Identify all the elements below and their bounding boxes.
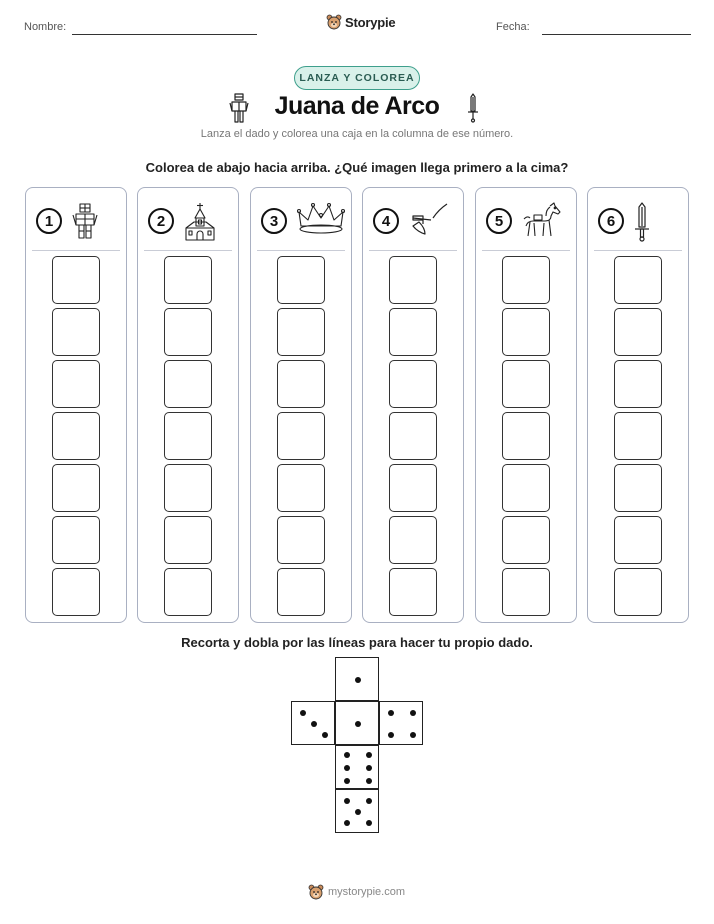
color-box[interactable] <box>502 568 550 616</box>
brand-logo <box>326 14 395 30</box>
bear-logo-icon <box>326 14 342 30</box>
column-header <box>588 202 688 242</box>
color-box[interactable] <box>277 412 325 460</box>
column-divider <box>369 250 457 251</box>
color-box[interactable] <box>52 308 100 356</box>
name-label: Nombre: <box>24 21 67 33</box>
color-box[interactable] <box>502 516 550 564</box>
die-pip <box>300 710 306 716</box>
column-divider <box>144 250 232 251</box>
column-6 <box>587 187 689 623</box>
color-box[interactable] <box>52 464 100 512</box>
color-box[interactable] <box>164 256 212 304</box>
knight-icon <box>72 202 98 245</box>
date-line[interactable] <box>542 34 691 35</box>
die-pip <box>322 732 328 738</box>
color-box[interactable] <box>614 360 662 408</box>
die-pip <box>344 778 350 784</box>
column-header <box>476 202 576 242</box>
column-number: 2 <box>148 208 174 234</box>
column-number: 6 <box>598 208 624 234</box>
color-box[interactable] <box>164 568 212 616</box>
color-box[interactable] <box>164 360 212 408</box>
horse-icon <box>522 202 562 243</box>
column-divider <box>482 250 570 251</box>
color-box[interactable] <box>277 360 325 408</box>
column-header <box>251 202 351 242</box>
color-box[interactable] <box>164 308 212 356</box>
color-box[interactable] <box>502 360 550 408</box>
color-box[interactable] <box>502 308 550 356</box>
column-1 <box>25 187 127 623</box>
color-box[interactable] <box>389 308 437 356</box>
die-face-lower <box>335 745 379 789</box>
page-title: Juana de Arco <box>274 92 440 120</box>
die-pip <box>366 752 372 758</box>
crown-icon <box>297 202 345 241</box>
footer <box>308 884 405 900</box>
color-box[interactable] <box>389 516 437 564</box>
die-pip <box>410 710 416 716</box>
color-box[interactable] <box>389 568 437 616</box>
column-header <box>26 202 126 242</box>
plow-icon <box>409 202 449 245</box>
color-box[interactable] <box>502 412 550 460</box>
die-pip <box>366 820 372 826</box>
color-box[interactable] <box>614 256 662 304</box>
die-face-top <box>335 657 379 701</box>
sword-icon <box>634 202 650 247</box>
color-box[interactable] <box>614 568 662 616</box>
color-box[interactable] <box>164 464 212 512</box>
color-box[interactable] <box>277 464 325 512</box>
color-box[interactable] <box>52 256 100 304</box>
die-pip <box>366 798 372 804</box>
column-number: 5 <box>486 208 512 234</box>
die-pip <box>388 732 394 738</box>
column-5 <box>475 187 577 623</box>
die-pip <box>355 721 361 727</box>
die-face-bottom <box>335 789 379 833</box>
column-divider <box>32 250 120 251</box>
column-header <box>363 202 463 242</box>
die-face-left <box>291 701 335 745</box>
bear-logo-icon <box>308 884 324 900</box>
date-label: Fecha: <box>496 21 530 33</box>
color-box[interactable] <box>52 360 100 408</box>
die-pip <box>311 721 317 727</box>
subtitle: Lanza el dado y colorea una caja en la columna de ese número. <box>200 128 514 140</box>
church-icon <box>184 202 216 247</box>
color-box[interactable] <box>164 412 212 460</box>
instruction-bottom: Recorta y dobla por las líneas para hacer tu propio dado. <box>181 635 533 650</box>
color-box[interactable] <box>502 464 550 512</box>
column-header <box>138 202 238 242</box>
column-2 <box>137 187 239 623</box>
column-number: 1 <box>36 208 62 234</box>
column-divider <box>257 250 345 251</box>
color-box[interactable] <box>52 412 100 460</box>
name-line[interactable] <box>72 34 257 35</box>
die-pip <box>410 732 416 738</box>
column-number: 4 <box>373 208 399 234</box>
color-box[interactable] <box>164 516 212 564</box>
column-4 <box>362 187 464 623</box>
color-box[interactable] <box>52 516 100 564</box>
die-pip <box>355 677 361 683</box>
color-box[interactable] <box>277 516 325 564</box>
color-box[interactable] <box>614 308 662 356</box>
sword-icon <box>466 93 480 123</box>
column-divider <box>594 250 682 251</box>
color-box[interactable] <box>614 516 662 564</box>
die-face-right <box>379 701 423 745</box>
die-pip <box>344 820 350 826</box>
activity-badge: LANZA Y COLOREA <box>294 66 420 90</box>
brand-name: Storypie <box>345 14 396 30</box>
color-box[interactable] <box>389 464 437 512</box>
color-box[interactable] <box>614 464 662 512</box>
die-pip <box>344 798 350 804</box>
color-box[interactable] <box>502 256 550 304</box>
die-pip <box>344 752 350 758</box>
color-box[interactable] <box>277 256 325 304</box>
color-box[interactable] <box>389 412 437 460</box>
color-box[interactable] <box>389 360 437 408</box>
footer-url: mystorypie.com <box>328 886 406 898</box>
die-pip <box>355 809 361 815</box>
die-face-center <box>335 701 379 745</box>
die-pip <box>344 765 350 771</box>
column-number: 3 <box>261 208 287 234</box>
instruction-top: Colorea de abajo hacia arriba. ¿Qué imagen llega primero a la cima? <box>145 160 569 175</box>
color-box[interactable] <box>389 256 437 304</box>
color-box[interactable] <box>52 568 100 616</box>
color-box[interactable] <box>277 568 325 616</box>
column-3 <box>250 187 352 623</box>
color-box[interactable] <box>277 308 325 356</box>
die-pip <box>366 778 372 784</box>
die-pip <box>388 710 394 716</box>
die-pip <box>366 765 372 771</box>
color-box[interactable] <box>614 412 662 460</box>
